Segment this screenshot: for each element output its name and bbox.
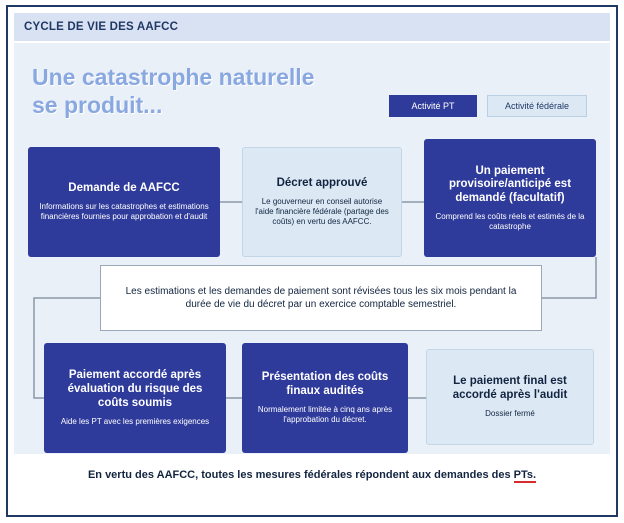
box-presentation-couts-finaux — [242, 343, 408, 453]
box-decret-approuve-title: Décret approuvé — [276, 177, 368, 190]
box-revision-semestrielle-text: Les estimations et les demandes de paiement sont révisées tous les six mois pendant la durée de vie du décret par un exercice comptable semestriel. — [125, 285, 517, 310]
box-decret-approuve-body: Le gouverneur en conseil autorise l'aide financière fédérale (partage des coûts) en vertu des AAFCC. — [255, 197, 389, 226]
footer-text — [88, 469, 536, 483]
legend-activite-federale — [487, 95, 587, 117]
box-presentation-couts-finaux-body: Normalement limitée à cinq ans après l'approbation du décret. — [257, 405, 393, 424]
box-presentation-couts-finaux-title: Présentation des coûts finaux audités — [261, 371, 389, 398]
box-paiement-accorde — [44, 343, 226, 453]
legend-activite-federale-label: Activité fédérale — [504, 101, 570, 111]
box-paiement-final-title: Le paiement final est accordé après l'audit — [452, 375, 568, 402]
lifecycle-diagram — [14, 43, 610, 454]
heading-line-1: Une catastrophe naturelle — [32, 64, 315, 90]
footer-text-main: En vertu des AAFCC, toutes les mesures fédérales répondent aux demandes des — [87, 469, 514, 481]
box-paiement-accorde-body: Aide les PT avec les premières exigences — [60, 416, 210, 426]
footer — [14, 459, 610, 513]
diagram-heading — [32, 63, 392, 119]
title-bar — [14, 13, 610, 41]
box-paiement-provisoire-title: Un paiement provisoire/anticipé est demandé (facultatif) — [448, 164, 572, 205]
page-title: CYCLE DE VIE DES AAFCC — [24, 21, 179, 33]
box-paiement-provisoire — [424, 139, 596, 257]
content-frame — [6, 5, 618, 517]
box-paiement-provisoire-body: Comprend les coûts réels et estimés de la catastrophe — [435, 211, 585, 231]
legend-activite-pt-label: Activité PT — [411, 101, 455, 111]
box-paiement-accorde-title: Paiement accordé après évaluation du risque des coûts soumis — [67, 369, 203, 410]
box-demande-aafcc — [28, 147, 220, 257]
legend-activite-pt — [389, 95, 477, 117]
box-demande-aafcc-title: Demande de AAFCC — [68, 182, 180, 195]
box-demande-aafcc-body: Informations sur les catastrophes et estimations financières fournies pour approbation et d'audit — [39, 202, 209, 221]
box-revision-semestrielle — [100, 265, 542, 331]
box-paiement-final-body: Dossier fermé — [485, 408, 535, 418]
box-decret-approuve — [242, 147, 402, 257]
footer-text-underlined: PTs. — [513, 469, 537, 481]
box-paiement-final — [426, 349, 594, 445]
heading-line-2: se produit... — [32, 92, 163, 119]
